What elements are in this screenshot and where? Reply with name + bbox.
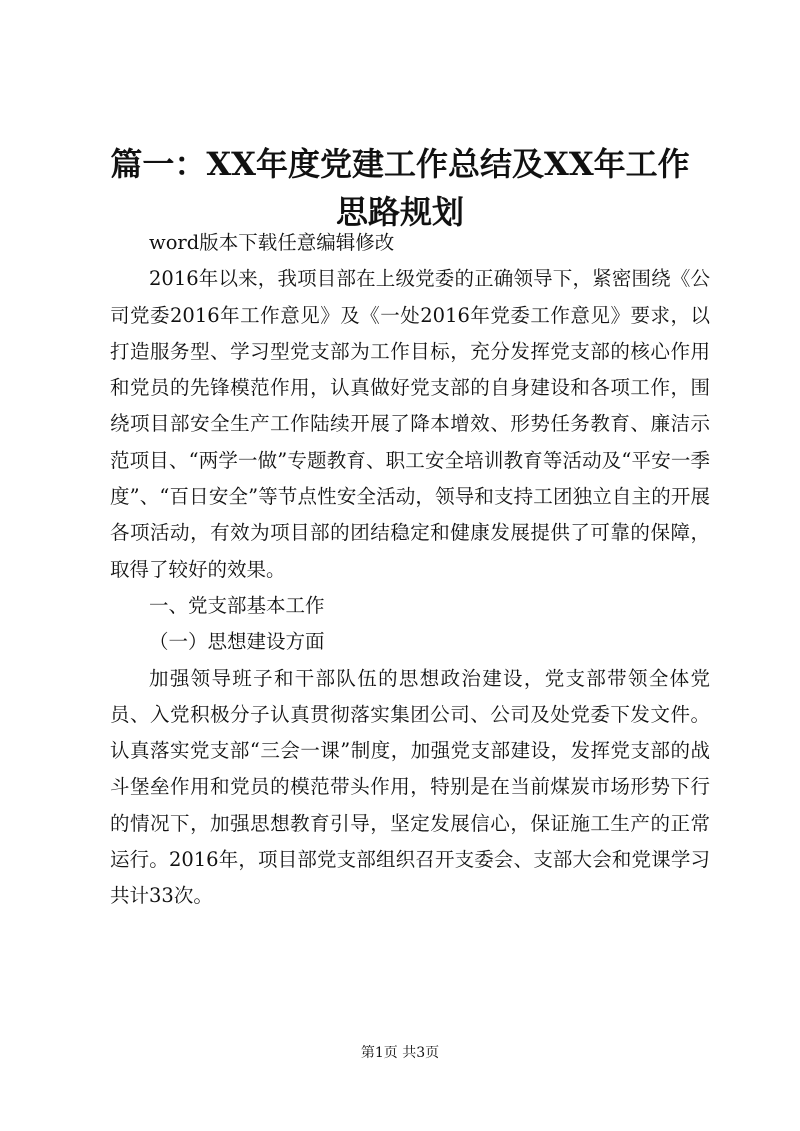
section-heading: 一、党支部基本工作 bbox=[149, 593, 325, 617]
page-footer: 第1页 共3页 bbox=[360, 1045, 440, 1061]
document-title: 篇一：XX年度党建工作总结及XX年工作思路规划 bbox=[110, 145, 690, 231]
document-body bbox=[110, 225, 710, 915]
download-note: word版本下载任意编辑修改 bbox=[149, 231, 395, 254]
intro-paragraph: 2016年以来，我项目部在上级党委的正确领导下，紧密围绕《公司党委2016年工作意见》及《一处2016年党委工作意见》要求，以打造服务型、学习型党支部为工作目标，充分发挥党支部的核心作用和党员的先锋模范作用，认真做好党支部的自身建设和各项工作，围绕项目部安全生产工作陆续开展了降本增效、形势任务教育、廉洁示范项目、“两学一做”专题教育、职工安全培训教育等活动及“平安一季度”、“百日安全”等节点性安全活动，领导和支持工团独立自主的开展各项活动，有效为项目部的团结稳定和健康发展提供了可靠的保障，取得了较好的效果。 bbox=[110, 267, 710, 581]
section-paragraph: 加强领导班子和干部队伍的思想政治建设，党支部带领全体党员、入党积极分子认真贯彻落实集团公司、公司及处党委下发文件。认真落实党支部“三会一课”制度，加强党支部建设，发挥党支部的战斗堡垒作用和党员的模范带头作用，特别是在当前煤炭市场形势下行的情况下，加强思想教育引导，坚定发展信心，保证施工生产的正常运行。2016年，项目部党支部组织召开支委会、支部大会和党课学习共计33次。 bbox=[110, 666, 710, 908]
subsection-heading: （一）思想建设方面 bbox=[149, 630, 325, 654]
